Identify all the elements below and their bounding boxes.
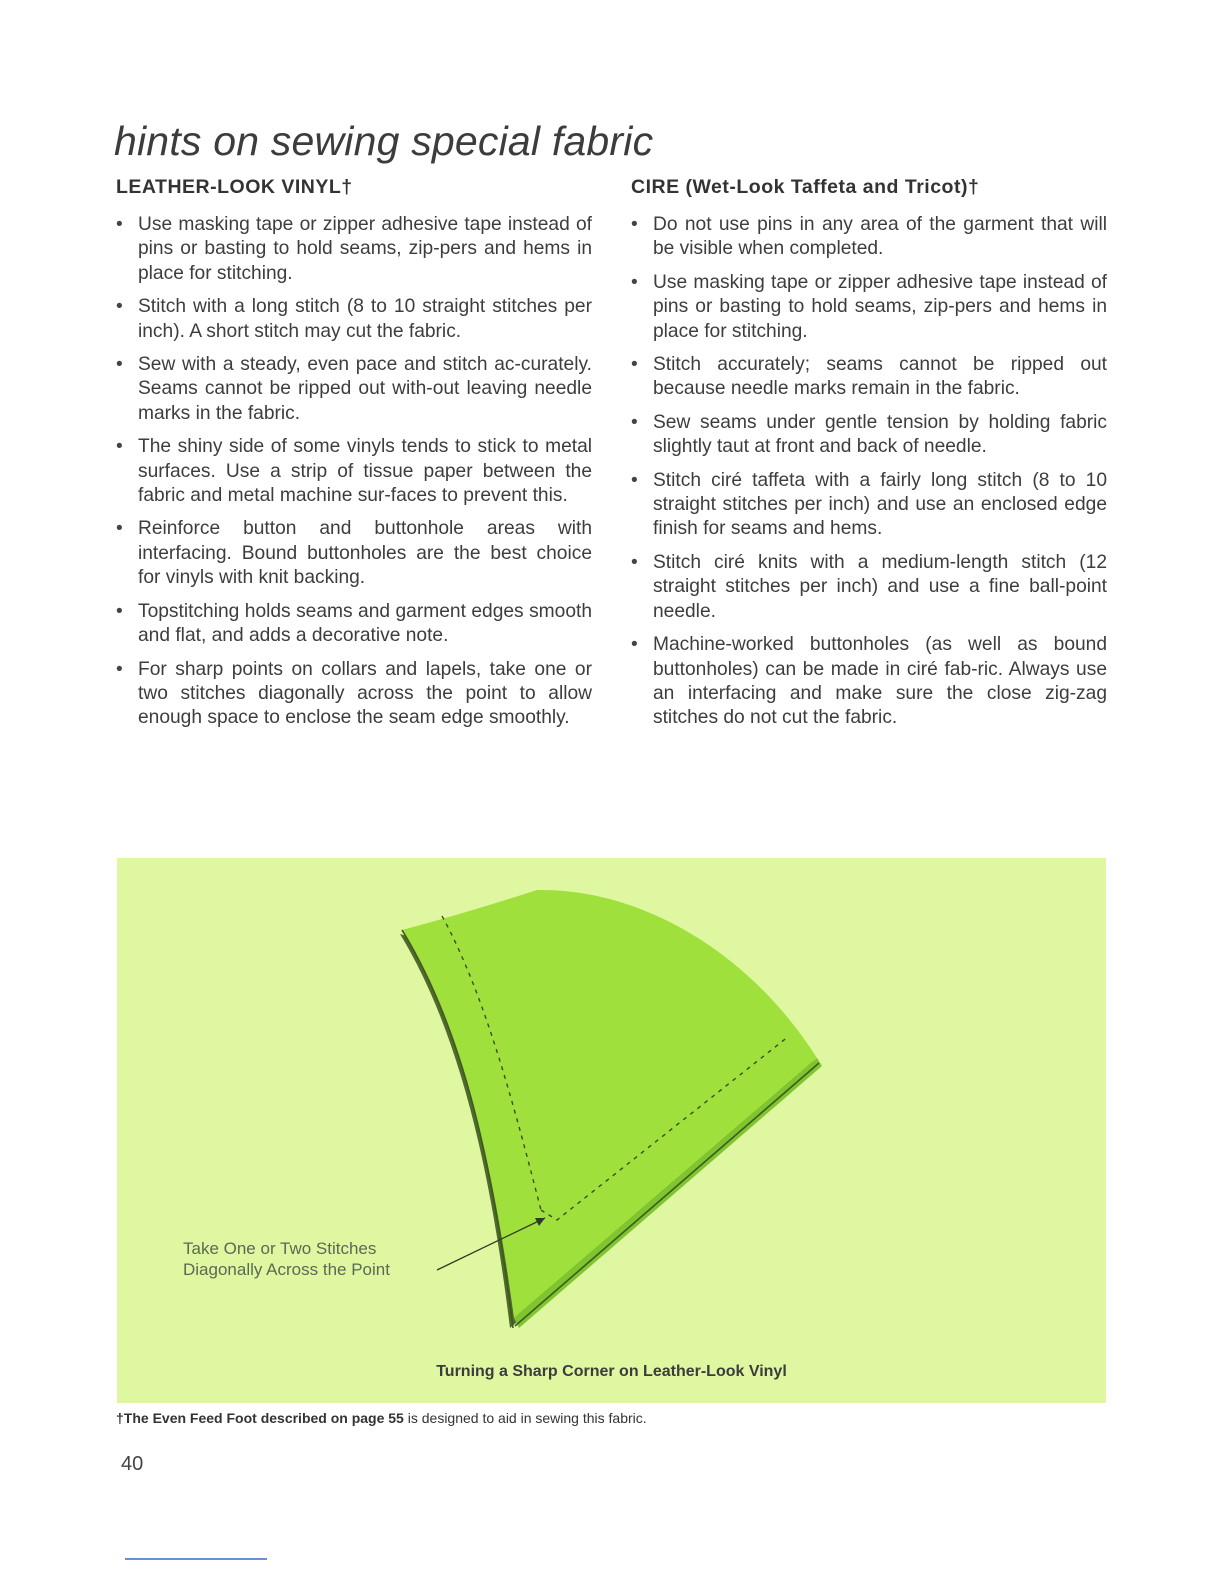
section-heading-leather: LEATHER-LOOK VINYL† [116, 176, 353, 198]
list-item: • Stitch ciré knits with a medium-length stitch (12 straight stitches per inch) and use a fine ball-point needle. [631, 551, 1107, 624]
list-item: • Stitch accurately; seams cannot be ripped out because needle marks remain in the fabric. [631, 353, 1107, 402]
cire-bullet-list [631, 213, 1107, 731]
section-heading-cire: CIRE (Wet-Look Taffeta and Tricot)† [631, 176, 980, 198]
page-number: 40 [121, 1453, 144, 1475]
footnote-normal: is designed to aid in sewing this fabric. [403, 1410, 647, 1426]
list-item: • Sew with a steady, even pace and stitch ac-curately. Seams cannot be ripped out with-out leaving needle marks in the fabric. [116, 353, 592, 426]
footnote [116, 1410, 647, 1426]
sewing-illustration [117, 858, 1106, 1403]
list-item: • For sharp points on collars and lapels, take one or two stitches diagonally across the point to allow enough space to enclose the seam edge smoothly. [116, 658, 592, 731]
list-item: • Stitch with a long stitch (8 to 10 straight stitches per inch). A short stitch may cut the fabric. [116, 295, 592, 344]
list-item: • Machine-worked buttonholes (as well as bound buttonholes) can be made in ciré fab-ric. Always use an interfacing and make sure the close zig-zag stitches do not cut the fabric. [631, 633, 1107, 731]
list-item: • Use masking tape or zipper adhesive tape instead of pins or basting to hold seams, zip-pers and hems in place for stitching. [116, 213, 592, 286]
figure-caption: Turning a Sharp Corner on Leather-Look Vinyl [436, 1363, 787, 1380]
footnote-bold: †The Even Feed Foot described on page 55 [116, 1410, 404, 1426]
list-item: • Stitch ciré taffeta with a fairly long stitch (8 to 10 straight stitches per inch) and use an enclosed edge finish for seams and hems. [631, 469, 1107, 542]
fabric-piece [402, 890, 817, 1318]
list-item: • Sew seams under gentle tension by holding fabric slightly taut at front and back of needle. [631, 411, 1107, 460]
list-item: • Use masking tape or zipper adhesive tape instead of pins or basting to hold seams, zip-pers and hems in place for stitching. [631, 271, 1107, 344]
list-item: • Do not use pins in any area of the garment that will be visible when completed. [631, 213, 1107, 262]
list-item: • The shiny side of some vinyls tends to stick to metal surfaces. Use a strip of tissue paper between the fabric and metal machine sur-faces to prevent this. [116, 435, 592, 508]
list-item: • Reinforce button and buttonhole areas with interfacing. Bound buttonholes are the best choice for vinyls with knit backing. [116, 517, 592, 590]
collar-point-drawing [117, 858, 1106, 1403]
cire-section [631, 176, 1107, 740]
leather-look-vinyl-section [116, 176, 592, 740]
leather-bullet-list [116, 213, 592, 731]
page-title: hints on sewing special fabric [114, 118, 654, 164]
divider [125, 1558, 267, 1560]
stitch-callout-label: Take One or Two Stitches Diagonally Across the Point [183, 1239, 390, 1279]
list-item: • Topstitching holds seams and garment edges smooth and flat, and adds a decorative note. [116, 600, 592, 649]
